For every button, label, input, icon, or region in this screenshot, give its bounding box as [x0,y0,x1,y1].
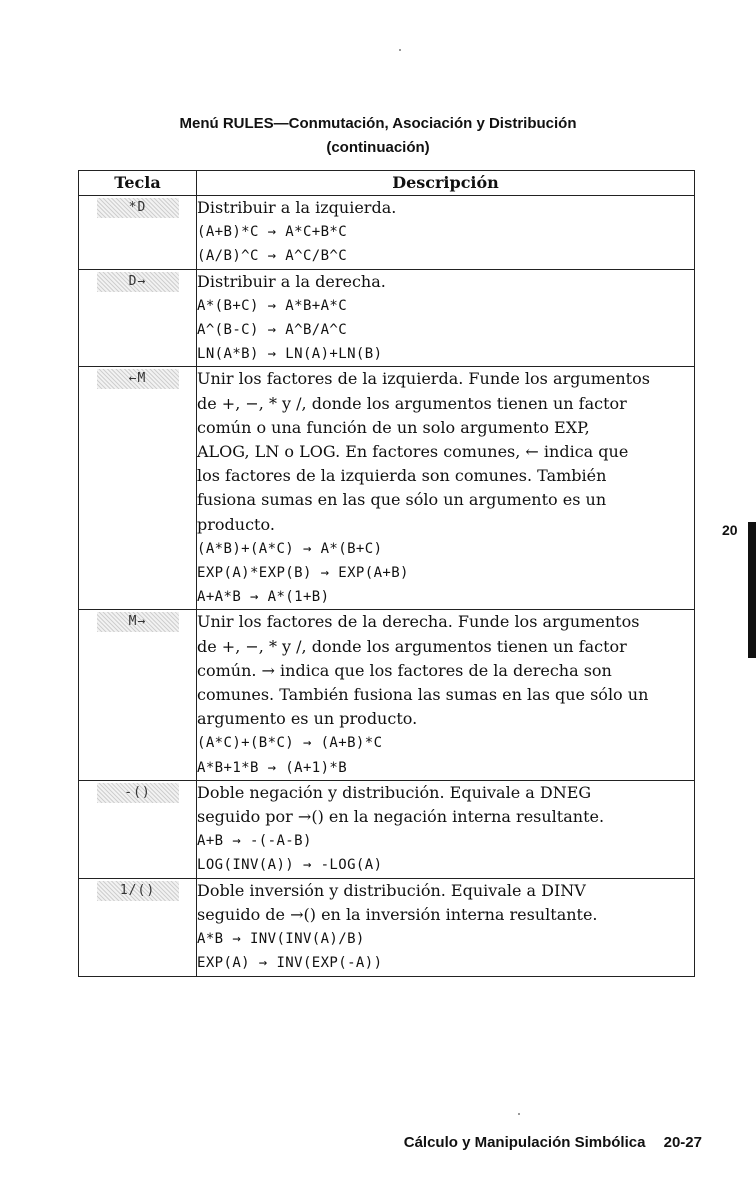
description-text: Unir los factores de la izquierda. Funde los argumentos [197,369,650,389]
table-row [79,610,695,780]
key-cell [79,780,197,878]
table-body [79,196,695,977]
description-text: comunes. También fusiona las sumas en las que sólo un [197,685,649,705]
key-cell [79,367,197,610]
table-row [79,780,695,878]
table-header-row [79,171,695,196]
example-expression: EXP(A)*EXP(B) → EXP(A+B) [197,565,409,582]
menu-key-label: D→ [97,272,179,292]
example-expression: EXP(A) → INV(EXP(-A)) [197,955,383,972]
description-text: Doble inversión y distribución. Equivale a DINV [197,880,586,900]
column-header-key: Tecla [79,171,197,196]
table-title: Menú RULES—Conmutación, Asociación y Distribución [179,115,577,132]
chapter-tab-bar [748,522,756,658]
description-text: seguido por →() en la negación interna resultante. [197,807,605,827]
page-number: 20-27 [663,1134,702,1151]
description-text: los factores de la izquierda son comunes. También [197,466,607,486]
description-text: de +, −, * y /, donde los argumentos tienen un factor [197,636,627,656]
description-text: ALOG, LN o LOG. En factores comunes, ← indica que [197,442,629,462]
specks [518,1113,520,1115]
rules-table [78,170,695,977]
example-expression: (A/B)^C → A^C/B^C [197,248,348,265]
chapter-tab [722,522,756,658]
description-text: Distribuir a la izquierda. [197,198,397,217]
description-cell [197,780,695,878]
example-expression: (A*C)+(B*C) → (A+B)*C [197,735,383,752]
description-cell [197,610,695,780]
menu-key-label: -() [97,783,179,803]
example-expression: A*B → INV(INV(A)/B) [197,931,365,948]
chapter-number: 20 [722,522,738,538]
key-cell [79,196,197,270]
description-cell [197,878,695,976]
menu-key-label: M→ [97,612,179,632]
footer-section-title: Cálculo y Manipulación Simbólica [403,1134,646,1151]
description-text: argumento es un producto. [197,709,418,729]
example-expression: LOG(INV(A)) → -LOG(A) [197,857,383,874]
description-text: Unir los factores de la derecha. Funde los argumentos [197,612,640,632]
description-cell [197,196,695,270]
key-cell [79,878,197,976]
table-subtitle: (continuación) [326,139,430,156]
table-row [79,196,695,270]
key-cell [79,610,197,780]
description-cell [197,269,695,367]
column-header-description: Descripción [197,171,695,196]
description-text: producto. [197,514,275,534]
key-cell [79,269,197,367]
page-title [0,112,756,160]
description-text: fusiona sumas en las que sólo un argumento es un [197,490,607,510]
description-text: de +, −, * y /, donde los argumentos tienen un factor [197,393,627,413]
table-row [79,878,695,976]
specks [399,49,401,51]
example-expression: A^(B-C) → A^B/A^C [197,322,348,339]
example-expression: LN(A*B) → LN(A)+LN(B) [197,346,383,363]
description-text: común o una función de un solo argumento EXP, [197,417,590,437]
description-cell [197,367,695,610]
menu-key-label: *D [97,198,179,218]
table-row [79,367,695,610]
menu-key-label: ←M [97,369,179,389]
menu-key-label: 1/() [97,881,179,901]
table-row [79,269,695,367]
description-text: común. → indica que los factores de la derecha son [197,660,612,680]
page-footer [404,1134,702,1151]
example-expression: A+A*B → A*(1+B) [197,589,330,606]
example-expression: (A+B)*C → A*C+B*C [197,224,348,241]
description-text: seguido de →() en la inversión interna resultante. [197,904,598,924]
example-expression: A+B → -(-A-B) [197,833,312,850]
description-text: Distribuir a la derecha. [197,271,386,291]
description-text: Doble negación y distribución. Equivale a DNEG [197,782,592,802]
example-expression: A*B+1*B → (A+1)*B [197,759,348,776]
example-expression: (A*B)+(A*C) → A*(B+C) [197,540,383,557]
example-expression: A*(B+C) → A*B+A*C [197,297,348,314]
